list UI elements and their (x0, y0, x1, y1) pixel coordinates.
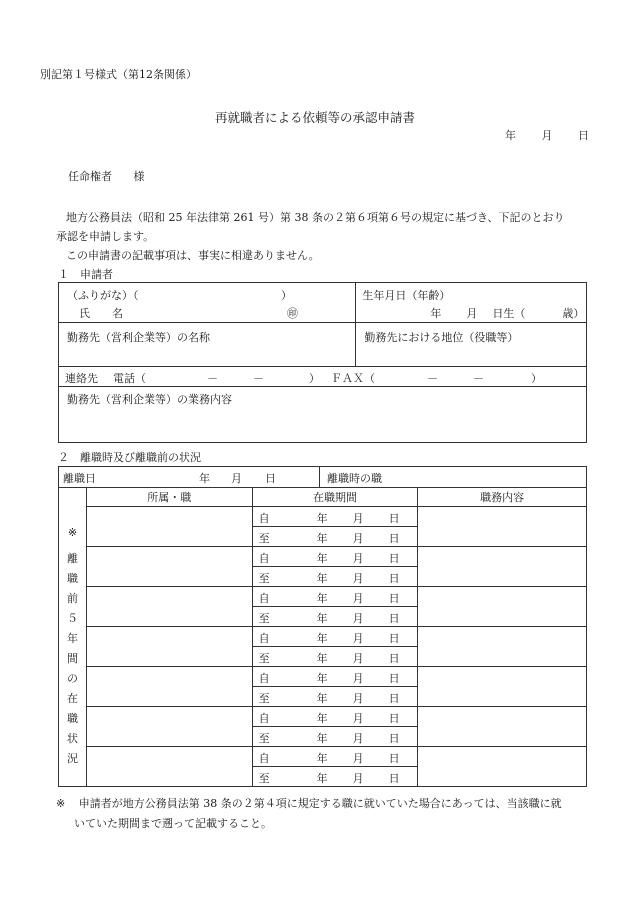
applicant-table (58, 282, 587, 443)
period-y-text: 年 (316, 712, 328, 725)
dept-cell[interactable] (86, 667, 252, 707)
period-to-text: 至 (258, 572, 270, 585)
period-from-cell[interactable] (252, 747, 418, 767)
name-cell[interactable] (59, 283, 356, 323)
period-m-text: 月 (352, 552, 364, 565)
period-from-text: 自 (258, 752, 270, 765)
side-char: の (66, 672, 78, 686)
form-id: 別記第１号様式（第12条関係） (40, 68, 197, 81)
side-char: 前 (66, 592, 78, 606)
fax-label: ＦＡＸ（ (331, 372, 375, 385)
period-y-text: 年 (316, 652, 328, 665)
dept-cell[interactable] (86, 507, 252, 547)
footnote (56, 794, 562, 814)
birth-cell[interactable] (356, 283, 587, 323)
period-m-text: 月 (352, 772, 364, 785)
table-row (59, 667, 587, 687)
period-m-text: 月 (352, 512, 364, 525)
period-m-text: 月 (352, 652, 364, 665)
dept-cell[interactable] (86, 547, 252, 587)
duties-cell[interactable] (418, 747, 587, 787)
body-line-2: 承認を申請します。 (56, 230, 155, 243)
employer-position-label: 勤務先における地位（役職等） (364, 331, 519, 344)
side-char: 況 (66, 752, 78, 766)
period-y-text: 年 (316, 772, 328, 785)
period-m-text: 月 (352, 692, 364, 705)
dept-cell[interactable] (86, 587, 252, 627)
birth-label: 生年月日（年齢） (362, 289, 451, 302)
page-title: 再就職者による依頼等の承認申請書 (214, 110, 415, 125)
period-d-text: 日 (388, 532, 400, 545)
period-d-text: 日 (388, 732, 400, 745)
period-y-text: 年 (316, 512, 328, 525)
body-line-1: 地方公務員法（昭和 25 年法律第 261 号）第 38 条の２第６項第６号の規定に基づき、下記のとおり (66, 211, 565, 224)
period-d-text: 日 (388, 632, 400, 645)
side-char: ５ (66, 612, 78, 626)
period-d-text: 日 (388, 552, 400, 565)
period-to-cell[interactable] (252, 767, 418, 787)
contact-label: 連絡先 (65, 372, 98, 385)
period-to-cell[interactable] (252, 567, 418, 587)
phone-sep-1: － (207, 372, 218, 385)
addressee (68, 168, 145, 184)
phone-close: ） (309, 372, 320, 385)
body-line-3: この申請書の記載事項は、事実に相違ありません。 (66, 249, 320, 262)
period-m-text: 月 (352, 612, 364, 625)
table-row (59, 747, 587, 767)
period-d-text: 日 (388, 712, 400, 725)
footnote-mark: ※ (56, 797, 66, 810)
retire-month: 月 (231, 472, 242, 485)
fax-close: ） (531, 372, 542, 385)
period-d-text: 日 (388, 652, 400, 665)
date-month: 月 (541, 129, 553, 142)
date-year: 年 (505, 129, 516, 142)
employer-position-cell[interactable] (356, 323, 587, 367)
period-m-text: 月 (352, 752, 364, 765)
period-to-text: 至 (258, 692, 270, 705)
side-char: 状 (66, 732, 78, 746)
period-from-text: 自 (258, 712, 270, 725)
table-row (59, 587, 587, 607)
period-d-text: 日 (388, 512, 400, 525)
side-header-blank (59, 488, 87, 507)
history-body (59, 507, 587, 787)
table-row (59, 507, 587, 527)
period-y-text: 年 (316, 692, 328, 705)
period-d-text: 日 (388, 692, 400, 705)
period-from-text: 自 (258, 552, 270, 565)
furigana-label: （ふりがな）（ (67, 289, 139, 302)
business-label: 勤務先（営利企業等）の業務内容 (67, 393, 232, 406)
contact-cell[interactable] (59, 367, 587, 387)
dept-cell[interactable] (86, 627, 252, 667)
employer-name-label: 勤務先（営利企業等）の名称 (67, 331, 210, 344)
name-label: 氏 名 (79, 307, 123, 320)
period-d-text: 日 (388, 772, 400, 785)
section1-heading: １ 申請者 (58, 268, 113, 281)
side-char: 間 (66, 652, 78, 666)
retire-post-cell[interactable] (418, 467, 587, 488)
side-char: 職 (66, 572, 78, 586)
period-to-cell[interactable] (252, 687, 418, 707)
retire-year: 年 (199, 472, 210, 485)
business-cell[interactable] (59, 387, 587, 443)
period-to-text: 至 (258, 652, 270, 665)
period-to-text: 至 (258, 532, 270, 545)
side-vertical-label (59, 507, 87, 787)
period-y-text: 年 (316, 752, 328, 765)
side-char: 年 (66, 632, 78, 646)
period-y-text: 年 (316, 612, 328, 625)
period-y-text: 年 (316, 552, 328, 565)
footnote-line-2: いていた期間まで遡って記載すること。 (74, 817, 272, 830)
period-m-text: 月 (352, 672, 364, 685)
period-y-text: 年 (316, 632, 328, 645)
birth-year: 年 (430, 307, 442, 320)
retire-date-label: 離職日 (63, 472, 96, 485)
period-m-text: 月 (352, 732, 364, 745)
duties-cell[interactable] (418, 587, 587, 627)
period-m-text: 月 (352, 572, 364, 585)
retire-post-label: 離職時の職 (327, 472, 382, 485)
period-d-text: 日 (388, 612, 400, 625)
birth-age: 歳） (562, 307, 585, 320)
retire-day: 日 (265, 472, 276, 485)
side-char: ※ (67, 526, 78, 540)
period-from-text: 自 (258, 632, 270, 645)
footnote-line-1: 申請者が地方公務員法第 38 条の２第４項に規定する職に就いていた場合にあっては、当該職に就 (78, 797, 562, 810)
employer-name-cell[interactable] (59, 323, 356, 367)
period-m-text: 月 (352, 532, 364, 545)
period-to-text: 至 (258, 612, 270, 625)
period-from-cell[interactable] (252, 667, 418, 687)
period-y-text: 年 (316, 572, 328, 585)
date-day: 日 (578, 129, 589, 142)
table-row (59, 707, 587, 727)
period-y-text: 年 (316, 672, 328, 685)
side-char: 在 (66, 692, 78, 706)
birth-day: 日生（ (492, 307, 526, 320)
col-period: 在職期間 (252, 488, 418, 507)
duties-cell[interactable] (418, 507, 587, 547)
period-to-cell[interactable] (252, 647, 418, 667)
side-char: 職 (66, 712, 78, 726)
dept-cell[interactable] (86, 747, 252, 787)
period-y-text: 年 (316, 592, 328, 605)
period-m-text: 月 (352, 592, 364, 605)
period-from-cell[interactable] (252, 707, 418, 727)
period-d-text: 日 (388, 592, 400, 605)
addressee-label: 任命権者 (68, 170, 112, 183)
duties-cell[interactable] (418, 667, 587, 707)
employment-history-table (58, 466, 587, 787)
period-y-text: 年 (316, 732, 328, 745)
period-to-text: 至 (258, 732, 270, 745)
dept-cell[interactable] (86, 707, 252, 747)
table-row (59, 627, 587, 647)
side-char: 離 (66, 552, 78, 566)
furigana-close: ） (281, 289, 292, 302)
period-d-text: 日 (388, 572, 400, 585)
col-duties: 職務内容 (418, 488, 587, 507)
phone-label: 電話（ (113, 372, 146, 385)
period-m-text: 月 (352, 632, 364, 645)
period-from-text: 自 (258, 512, 270, 525)
retire-divider (319, 467, 320, 487)
period-to-cell[interactable] (252, 727, 418, 747)
period-from-text: 自 (258, 592, 270, 605)
period-d-text: 日 (388, 752, 400, 765)
period-to-text: 至 (258, 772, 270, 785)
fax-sep-2: － (473, 372, 484, 385)
col-dept: 所属・職 (86, 488, 252, 507)
period-to-cell[interactable] (252, 527, 418, 547)
period-to-cell[interactable] (252, 607, 418, 627)
period-d-text: 日 (388, 672, 400, 685)
duties-cell[interactable] (418, 707, 587, 747)
fax-sep-1: － (427, 372, 438, 385)
duties-cell[interactable] (418, 627, 587, 667)
duties-cell[interactable] (418, 547, 587, 587)
period-from-cell[interactable] (252, 587, 418, 607)
period-m-text: 月 (352, 712, 364, 725)
period-from-cell[interactable] (252, 627, 418, 647)
period-from-cell[interactable] (252, 547, 418, 567)
date-line (505, 127, 589, 143)
period-from-text: 自 (258, 672, 270, 685)
seal-icon: ㊞ (287, 307, 298, 320)
retire-date-cell[interactable] (59, 467, 418, 488)
addressee-honorific: 様 (133, 170, 145, 183)
period-y-text: 年 (316, 532, 328, 545)
period-from-cell[interactable] (252, 507, 418, 527)
phone-sep-2: － (253, 372, 264, 385)
birth-month: 月 (466, 307, 478, 320)
section2-heading: ２ 離職時及び離職前の状況 (58, 451, 201, 464)
table-row (59, 547, 587, 567)
